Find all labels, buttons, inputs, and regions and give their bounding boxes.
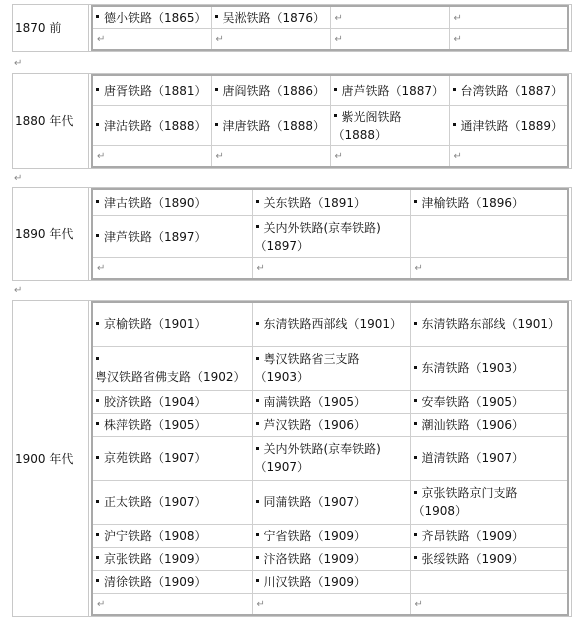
railway-cell[interactable]: 同蒲铁路（1907） bbox=[252, 480, 410, 524]
bullet-icon bbox=[96, 422, 99, 425]
section-1890 bbox=[12, 187, 572, 281]
bullet-icon bbox=[215, 15, 218, 18]
return-mark-icon: ↵ bbox=[334, 12, 343, 24]
railway-cell[interactable]: 京张铁路京门支路（1908） bbox=[410, 480, 568, 524]
bullet-icon bbox=[96, 579, 99, 582]
railway-cell[interactable]: 宁省铁路（1909） bbox=[252, 524, 410, 547]
return-mark-icon: ↵ bbox=[334, 151, 343, 162]
bullet-icon bbox=[414, 533, 417, 536]
return-mark-icon: ↵ bbox=[453, 34, 462, 45]
bullet-icon bbox=[96, 200, 99, 203]
bullet-icon bbox=[256, 422, 259, 425]
bullet-icon bbox=[334, 88, 337, 91]
return-mark-icon: ↵ bbox=[215, 34, 224, 45]
return-mark-icon: ↵ bbox=[97, 151, 106, 162]
railway-cell[interactable]: 南满铁路（1905） bbox=[252, 390, 410, 413]
empty-cell[interactable] bbox=[410, 594, 568, 616]
return-mark-icon: ↵ bbox=[453, 12, 462, 24]
return-mark-icon: ↵ bbox=[14, 58, 23, 69]
era-label: 1880 年代 bbox=[13, 74, 89, 169]
railway-cell[interactable]: 通津铁路（1889） bbox=[449, 106, 568, 146]
railway-cell[interactable]: 粤汉铁路省三支路（1903） bbox=[252, 346, 410, 390]
bullet-icon bbox=[215, 123, 218, 126]
empty-cell[interactable] bbox=[211, 146, 330, 168]
return-mark-icon: ↵ bbox=[97, 263, 106, 274]
railway-cell[interactable]: 京苑铁路（1907） bbox=[92, 436, 252, 480]
railway-cell[interactable]: 正太铁路（1907） bbox=[92, 480, 252, 524]
railway-cell[interactable]: 安奉铁路（1905） bbox=[410, 390, 568, 413]
bullet-icon bbox=[256, 579, 259, 582]
railway-cell[interactable]: 沪宁铁路（1908） bbox=[92, 524, 252, 547]
return-mark-icon: ↵ bbox=[414, 599, 423, 610]
empty-cell[interactable] bbox=[449, 29, 568, 51]
empty-cell[interactable] bbox=[449, 6, 568, 29]
bullet-icon bbox=[256, 357, 259, 360]
empty-cell[interactable] bbox=[449, 146, 568, 168]
bullet-icon bbox=[256, 556, 259, 559]
railway-grid bbox=[91, 188, 569, 280]
era-table bbox=[12, 73, 572, 169]
bullet-icon bbox=[96, 357, 99, 360]
railway-cell[interactable]: 张绥铁路（1909） bbox=[410, 547, 568, 570]
bullet-icon bbox=[414, 491, 417, 494]
railway-cell[interactable]: 津沽铁路（1888） bbox=[92, 106, 211, 146]
bullet-icon bbox=[334, 114, 337, 117]
return-mark-icon: ↵ bbox=[256, 599, 265, 610]
bullet-icon bbox=[414, 366, 417, 369]
empty-cell[interactable] bbox=[92, 146, 211, 168]
era-table bbox=[12, 187, 572, 281]
railway-cell[interactable]: 京张铁路（1909） bbox=[92, 547, 252, 570]
section-1900 bbox=[12, 300, 572, 617]
return-mark-icon: ↵ bbox=[14, 285, 23, 296]
railway-grid bbox=[91, 5, 569, 51]
railway-cell[interactable]: 胶济铁路（1904） bbox=[92, 390, 252, 413]
empty-cell[interactable] bbox=[410, 258, 568, 280]
return-mark-icon: ↵ bbox=[414, 263, 423, 274]
empty-cell[interactable] bbox=[330, 29, 449, 51]
bullet-icon bbox=[414, 456, 417, 459]
railway-cell[interactable]: 齐昂铁路（1909） bbox=[410, 524, 568, 547]
bullet-icon bbox=[414, 322, 417, 325]
empty-cell[interactable] bbox=[410, 216, 568, 258]
railway-cell[interactable]: 川汉铁路（1909） bbox=[252, 570, 410, 593]
railway-cell[interactable]: 台湾铁路（1887） bbox=[449, 75, 568, 106]
railway-cell[interactable]: 东清铁路西部线（1901） bbox=[252, 302, 410, 346]
bullet-icon bbox=[96, 123, 99, 126]
railway-cell[interactable]: 关内外铁路(京奉铁路)（1897） bbox=[252, 216, 410, 258]
bullet-icon bbox=[215, 88, 218, 91]
return-mark-icon: ↵ bbox=[215, 151, 224, 162]
railway-cell[interactable]: 汴洛铁路（1909） bbox=[252, 547, 410, 570]
bullet-icon bbox=[96, 533, 99, 536]
return-mark-icon: ↵ bbox=[97, 34, 106, 45]
railway-cell[interactable]: 唐阎铁路（1886） bbox=[211, 75, 330, 106]
railway-cell[interactable]: 东清铁路（1903） bbox=[410, 346, 568, 390]
bullet-icon bbox=[256, 200, 259, 203]
railway-cell[interactable]: 清徐铁路（1909） bbox=[92, 570, 252, 593]
bullet-icon bbox=[453, 123, 456, 126]
railway-cell[interactable]: 东清铁路东部线（1901） bbox=[410, 302, 568, 346]
bullet-icon bbox=[96, 234, 99, 237]
section-1880 bbox=[12, 73, 572, 169]
railway-cell[interactable]: 紫光阁铁路（1888） bbox=[330, 106, 449, 146]
railway-cell[interactable]: 株萍铁路（1905） bbox=[92, 413, 252, 436]
empty-cell[interactable] bbox=[410, 570, 568, 593]
empty-cell[interactable] bbox=[92, 258, 252, 280]
railway-cell[interactable]: 道清铁路（1907） bbox=[410, 436, 568, 480]
bullet-icon bbox=[256, 225, 259, 228]
railway-cell[interactable]: 津芦铁路（1897） bbox=[92, 216, 252, 258]
return-mark-icon: ↵ bbox=[97, 599, 106, 610]
railway-cell[interactable]: 潮汕铁路（1906） bbox=[410, 413, 568, 436]
return-mark-icon: ↵ bbox=[453, 151, 462, 162]
bullet-icon bbox=[414, 200, 417, 203]
section-1870 bbox=[12, 4, 572, 52]
bullet-icon bbox=[256, 322, 259, 325]
empty-cell[interactable] bbox=[330, 146, 449, 168]
era-label: 1870 前 bbox=[13, 5, 89, 52]
empty-cell[interactable] bbox=[92, 594, 252, 616]
railway-grid bbox=[91, 301, 569, 616]
bullet-icon bbox=[414, 556, 417, 559]
empty-cell[interactable] bbox=[92, 29, 211, 51]
bullet-icon bbox=[96, 15, 99, 18]
empty-cell[interactable] bbox=[330, 6, 449, 29]
railway-cell[interactable]: 京榆铁路（1901） bbox=[92, 302, 252, 346]
railway-cell[interactable]: 唐芦铁路（1887） bbox=[330, 75, 449, 106]
return-mark-icon: ↵ bbox=[256, 263, 265, 274]
return-mark-icon: ↵ bbox=[14, 173, 23, 184]
bullet-icon bbox=[96, 456, 99, 459]
railway-cell[interactable]: 粤汉铁路省佛支路（1902） bbox=[92, 346, 252, 390]
bullet-icon bbox=[256, 447, 259, 450]
railway-cell[interactable]: 芦汉铁路（1906） bbox=[252, 413, 410, 436]
bullet-icon bbox=[96, 88, 99, 91]
railway-cell[interactable]: 关东铁路（1891） bbox=[252, 189, 410, 216]
bullet-icon bbox=[96, 399, 99, 402]
railway-cell[interactable]: 吴淞铁路（1876） bbox=[211, 6, 330, 29]
bullet-icon bbox=[414, 399, 417, 402]
bullet-icon bbox=[414, 422, 417, 425]
railway-cell[interactable]: 德小铁路（1865） bbox=[92, 6, 211, 29]
bullet-icon bbox=[256, 500, 259, 503]
railway-cell[interactable]: 关内外铁路(京奉铁路)（1907） bbox=[252, 436, 410, 480]
railway-cell[interactable]: 津古铁路（1890） bbox=[92, 189, 252, 216]
railway-cell[interactable]: 津唐铁路（1888） bbox=[211, 106, 330, 146]
bullet-icon bbox=[96, 500, 99, 503]
return-mark-icon: ↵ bbox=[334, 34, 343, 45]
railway-grid bbox=[91, 74, 569, 168]
bullet-icon bbox=[256, 399, 259, 402]
bullet-icon bbox=[256, 533, 259, 536]
bullet-icon bbox=[96, 556, 99, 559]
empty-cell[interactable] bbox=[252, 594, 410, 616]
railway-cell[interactable]: 津榆铁路（1896） bbox=[410, 189, 568, 216]
empty-cell[interactable] bbox=[211, 29, 330, 51]
era-table bbox=[12, 300, 572, 617]
bullet-icon bbox=[96, 322, 99, 325]
bullet-icon bbox=[453, 88, 456, 91]
era-table bbox=[12, 4, 572, 52]
railway-cell[interactable]: 唐胥铁路（1881） bbox=[92, 75, 211, 106]
empty-cell[interactable] bbox=[252, 258, 410, 280]
era-label: 1890 年代 bbox=[13, 188, 89, 281]
era-label: 1900 年代 bbox=[13, 301, 89, 617]
